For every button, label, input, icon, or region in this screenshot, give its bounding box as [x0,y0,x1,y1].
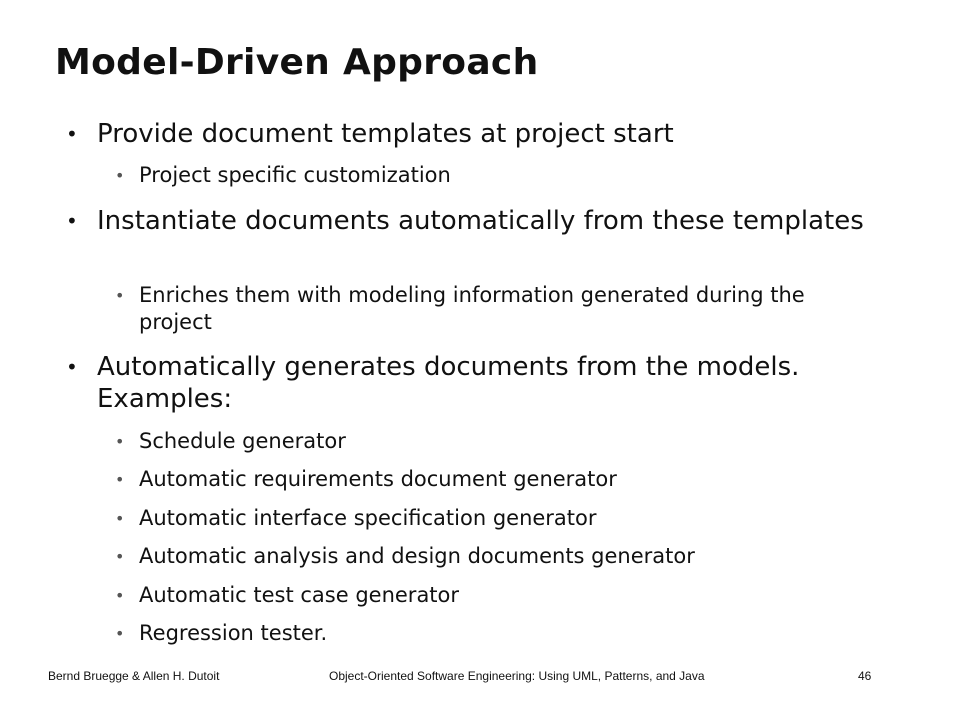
bullet-text: Provide document templates at project start [97,119,674,149]
sub-bullet-item [115,428,879,455]
sub-bullet-text: Project specific customization [139,163,451,187]
sub-bullet-text: Enriches them with modeling information generated during the project [139,283,805,334]
sub-bullet-dot-icon: • [115,586,125,605]
bullet-item [66,205,877,237]
sub-bullet-text: Automatic interface specification generator [139,506,597,530]
sub-bullet-text: Automatic analysis and design documents generator [139,544,695,568]
footer-book-title: Object-Oriented Software Engineering: Using UML, Patterns, and Java [329,669,705,683]
sub-bullet-item [115,543,879,570]
bullet-item [66,351,877,415]
sub-bullet-text: Automatic requirements document generator [139,467,617,491]
bullet-dot-icon: • [66,209,78,233]
bullet-text: Instantiate documents automatically from these templates [97,206,864,236]
footer-authors: Bernd Bruegge & Allen H. Dutoit [48,669,220,683]
sub-bullet-text: Automatic test case generator [139,583,460,607]
sub-bullet-text: Schedule generator [139,429,346,453]
sub-bullet-dot-icon: • [115,624,125,643]
sub-bullet-dot-icon: • [115,509,125,528]
sub-bullet-item [115,162,879,189]
bullet-dot-icon: • [66,355,78,379]
bullet-text: Automatically generates documents from the models. Examples: [97,352,800,414]
sub-bullet-item [115,466,879,493]
sub-bullet-text: Regression tester. [139,621,328,645]
sub-bullet-item [115,282,879,336]
bullet-item [66,118,877,150]
sub-bullet-dot-icon: • [115,286,125,305]
slide-title: Model-Driven Approach [55,42,539,83]
sub-bullet-item [115,582,879,609]
sub-bullet-dot-icon: • [115,166,125,185]
sub-bullet-dot-icon: • [115,432,125,451]
sub-bullet-item [115,505,879,532]
sub-bullet-item [115,620,879,647]
sub-bullet-dot-icon: • [115,470,125,489]
sub-bullet-dot-icon: • [115,547,125,566]
bullet-dot-icon: • [66,122,78,146]
footer-page-number: 46 [858,669,872,683]
